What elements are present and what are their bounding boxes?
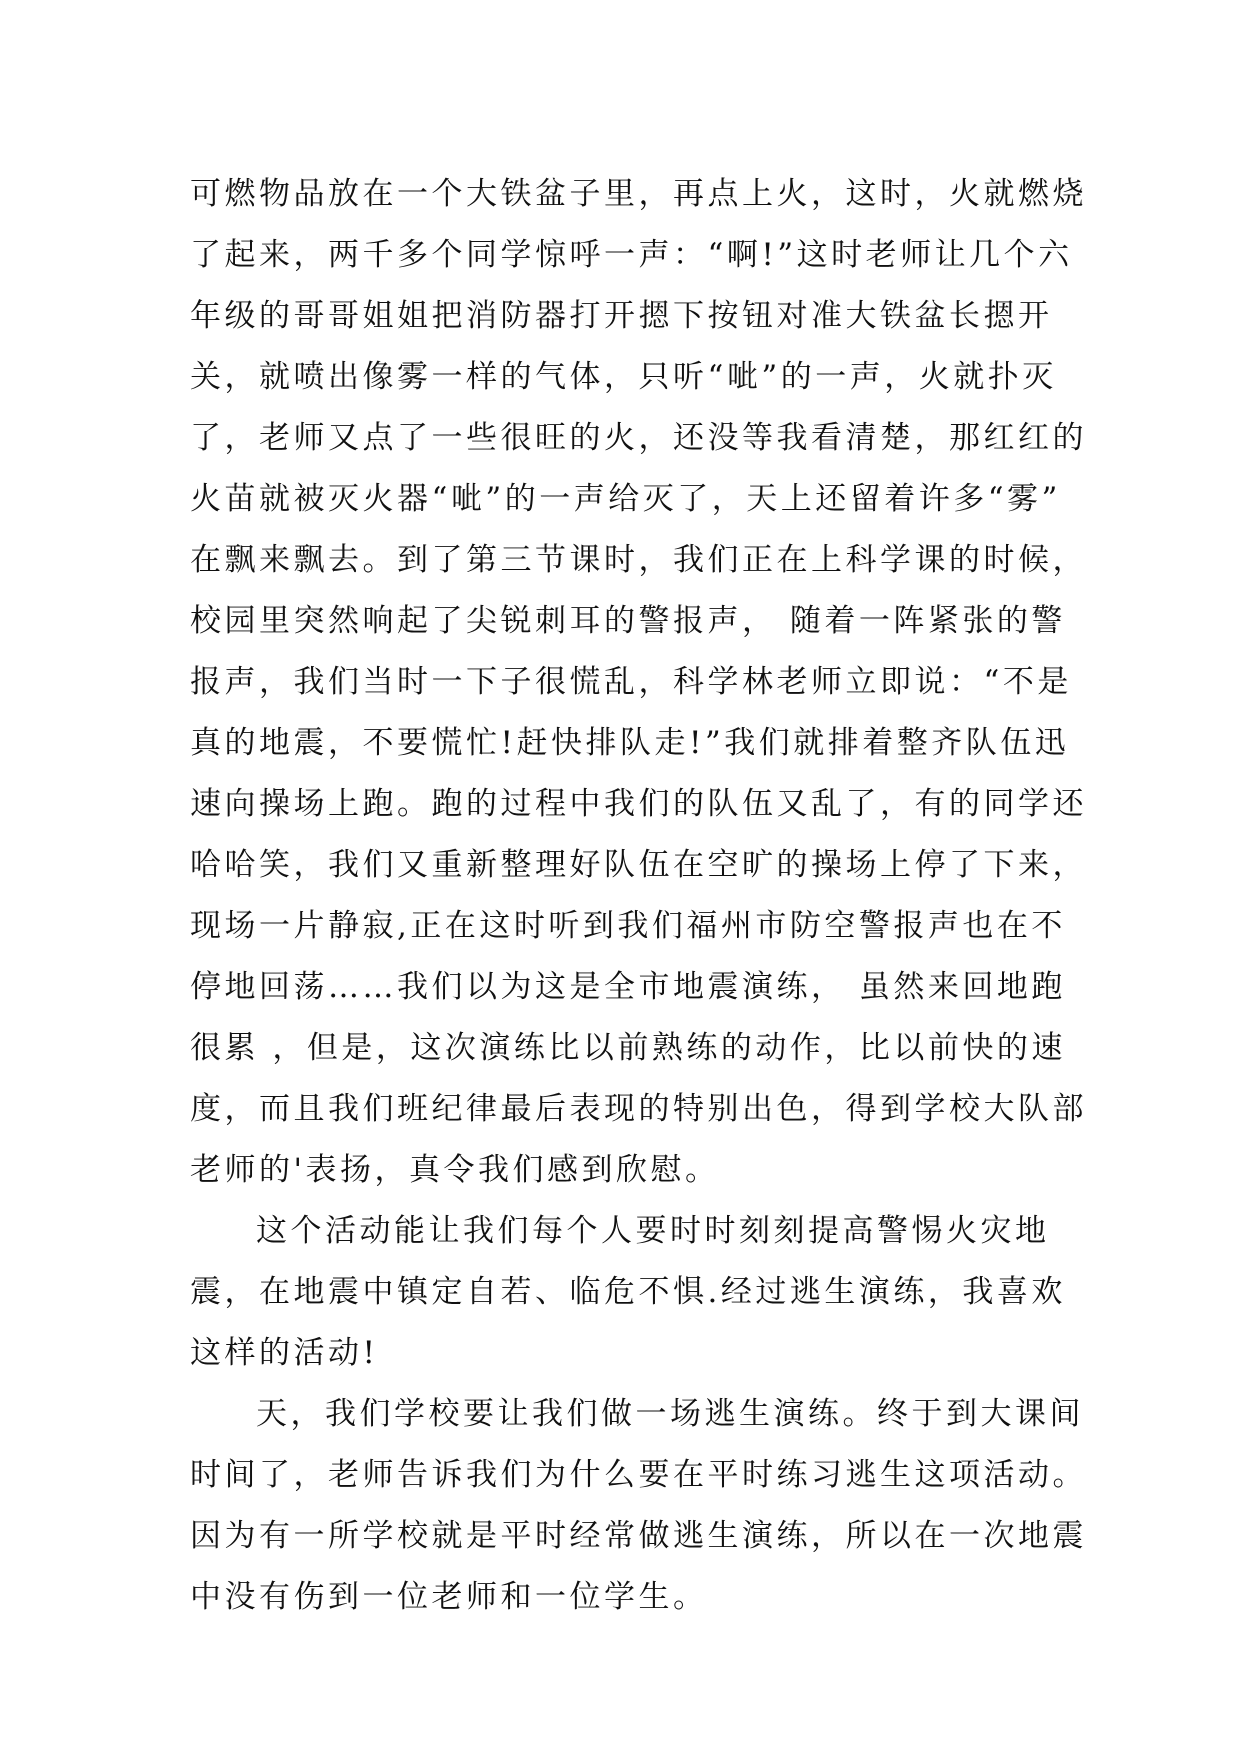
text-line: 在飘来飘去。到了第三节课时，我们正在上科学课的时候， xyxy=(190,542,1087,578)
text-line: 因为有一所学校就是平时经常做逃生演练，所以在一次地震 xyxy=(190,1518,1087,1554)
text-line: 这个活动能让我们每个人要时时刻刻提高警惕火灾地 xyxy=(256,1213,1050,1249)
text-line: 哈哈笑，我们又重新整理好队伍在空旷的操场上停了下来， xyxy=(190,847,1087,883)
text-line: 了，老师又点了一些很旺的火，还没等我看清楚，那红红的 xyxy=(190,420,1087,456)
text-line: 度，而且我们班纪律最后表现的特别出色，得到学校大队部 xyxy=(190,1091,1087,1127)
text-line: 了起来，两千多个同学惊呼一声：“啊!”这时老师让几个六 xyxy=(190,237,1073,273)
text-line: 真的地震，不要慌忙!赶快排队走!”我们就排着整齐队伍迅 xyxy=(190,725,1070,761)
text-line: 可燃物品放在一个大铁盆子里，再点上火，这时，火就燃烧 xyxy=(190,176,1087,212)
text-line: 停地回荡……我们以为这是全市地震演练， 虽然来回地跑 xyxy=(190,969,1066,1005)
text-line: 老师的'表扬，真令我们感到欣慰。 xyxy=(190,1152,720,1188)
paragraph xyxy=(190,1384,1087,1628)
text-line: 校园里突然响起了尖锐刺耳的警报声， 随着一阵紧张的警 xyxy=(190,603,1066,639)
document-body xyxy=(190,164,1087,1628)
text-line: 很累 ，但是，这次演练比以前熟练的动作，比以前快的速 xyxy=(190,1030,1066,1066)
text-line: 时间了，老师告诉我们为什么要在平时练习逃生这项活动。 xyxy=(190,1457,1087,1493)
text-line: 年级的哥哥姐姐把消防器打开摁下按钮对准大铁盆长摁开 xyxy=(190,298,1053,334)
text-line: 这样的活动! xyxy=(190,1335,379,1371)
text-line: 关，就喷出像雾一样的气体，只听“呲”的一声，火就扑灭 xyxy=(190,359,1057,395)
text-line: 速向操场上跑。跑的过程中我们的队伍又乱了，有的同学还 xyxy=(190,786,1087,822)
text-line: 现场一片静寂,正在这时听到我们福州市防空警报声也在不 xyxy=(190,908,1066,944)
text-line: 报声，我们当时一下子很慌乱，科学林老师立即说：“不是 xyxy=(190,664,1072,700)
paragraph xyxy=(190,164,1087,1201)
paragraph xyxy=(190,1201,1066,1384)
text-line: 震，在地震中镇定自若、临危不惧.经过逃生演练，我喜欢 xyxy=(190,1274,1066,1310)
text-line: 天，我们学校要让我们做一场逃生演练。终于到大课间 xyxy=(256,1396,1084,1432)
text-line: 火苗就被灭火器“呲”的一声给灭了，天上还留着许多“雾” xyxy=(190,481,1061,517)
text-line: 中没有伤到一位老师和一位学生。 xyxy=(190,1579,708,1615)
